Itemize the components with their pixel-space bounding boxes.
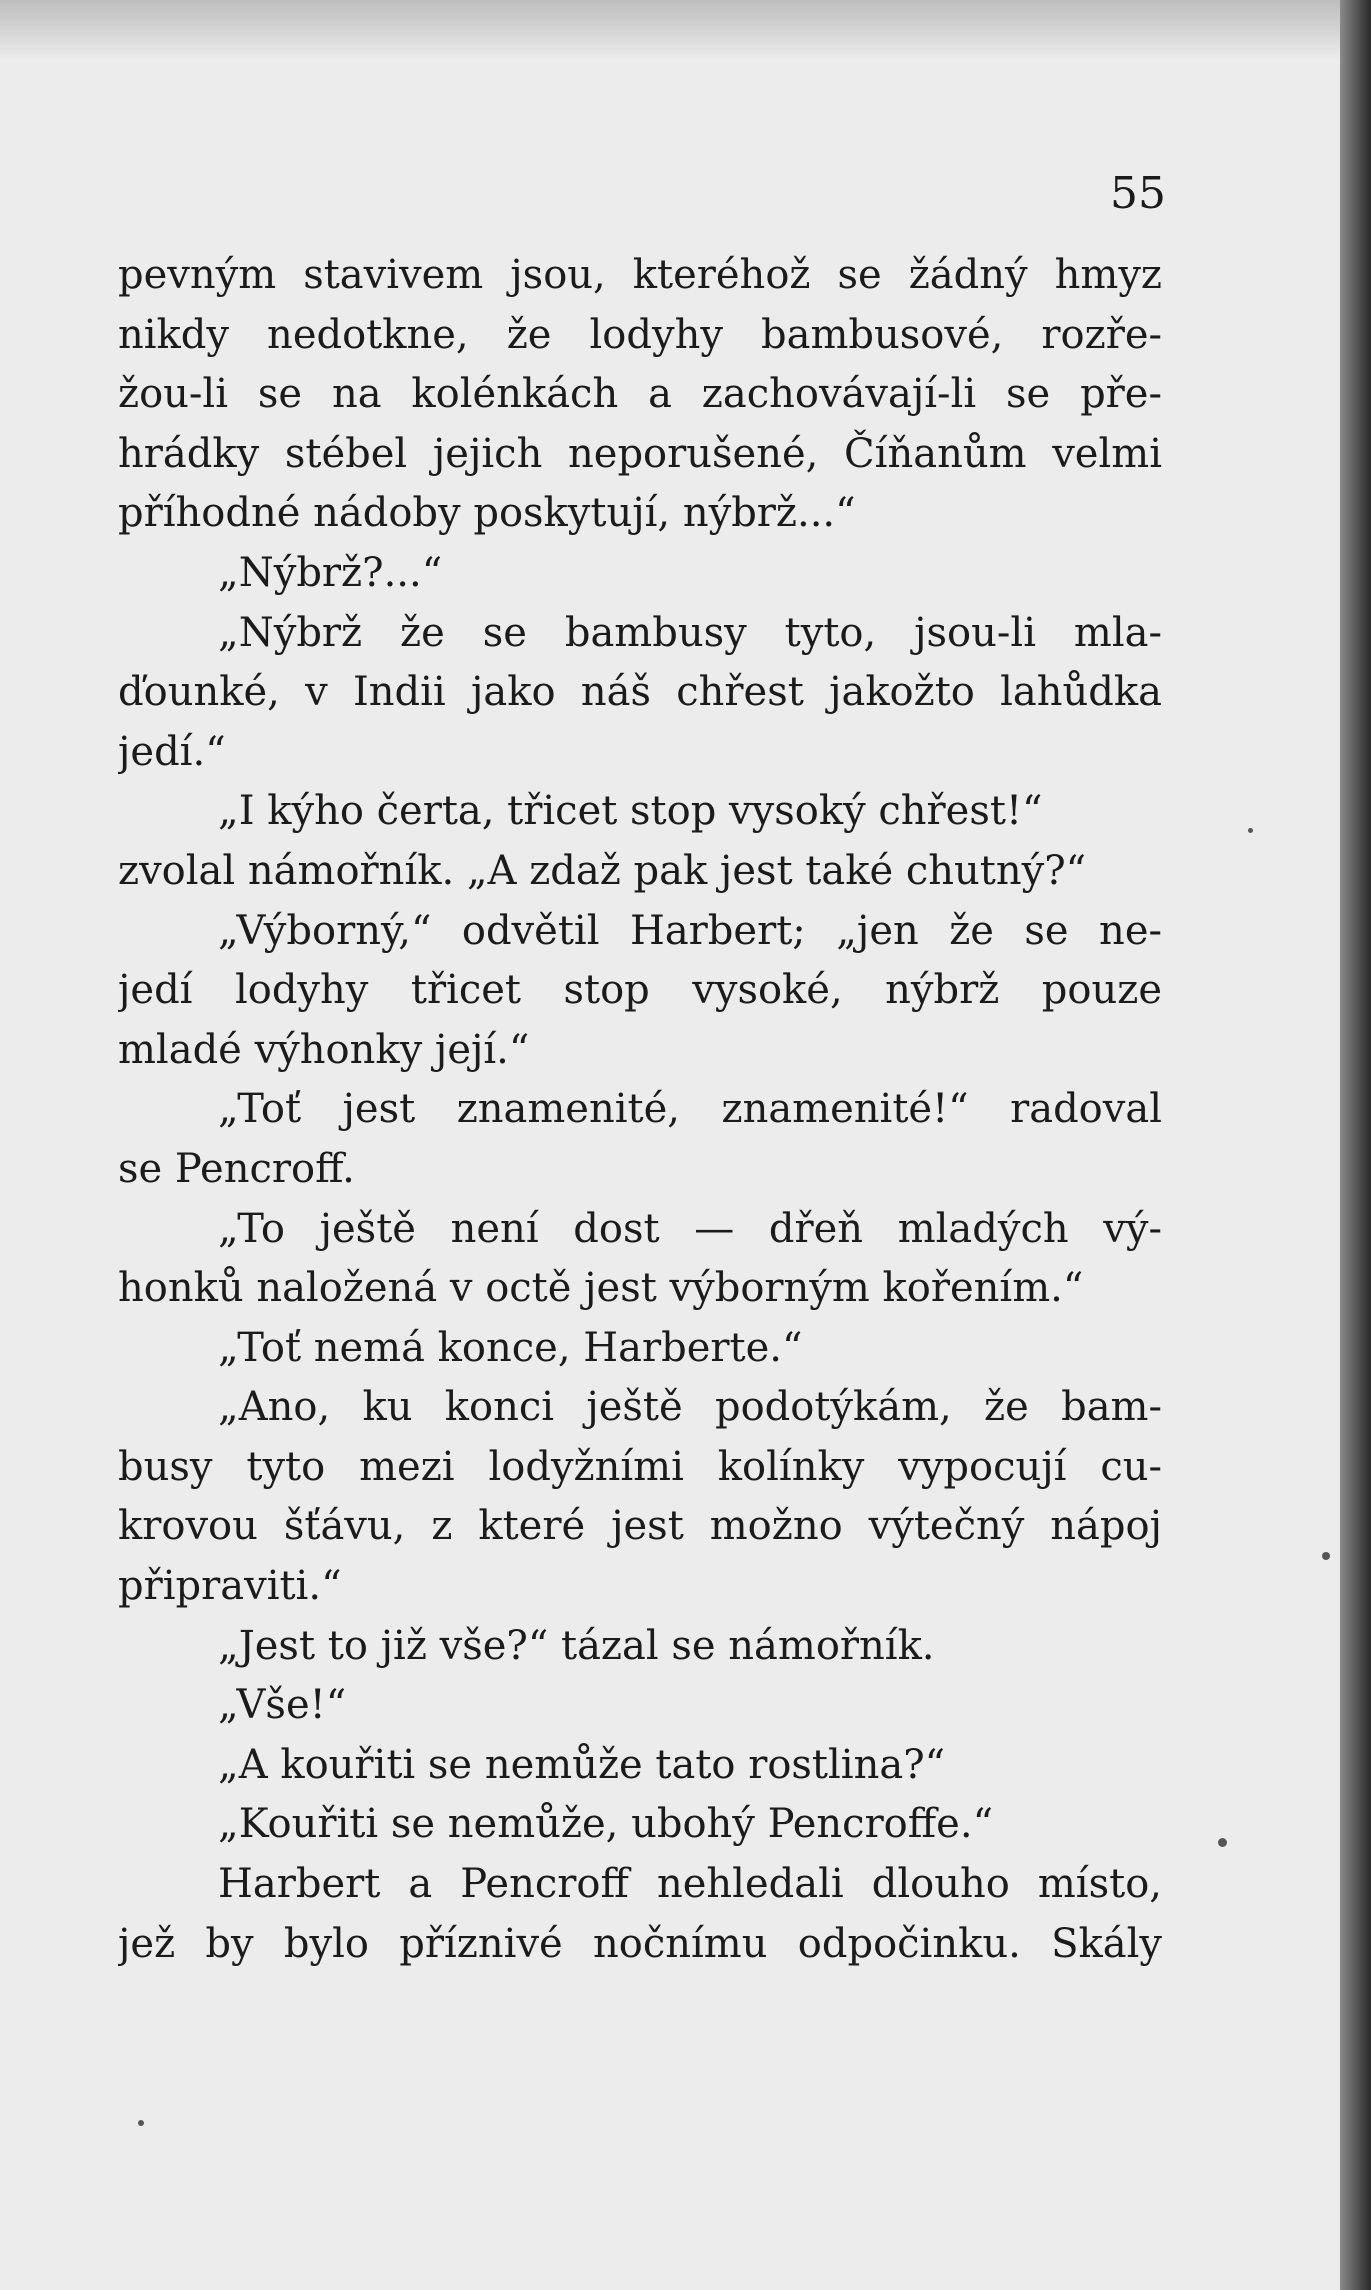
text-line-3: žou-li se na kolénkách a zachovávají-li se pře-: [118, 371, 1162, 418]
text-line-29: jež by bylo příznivé nočnímu odpočinku. Skály: [118, 1920, 1162, 1967]
text-line-16: se Pencroff.: [118, 1145, 355, 1192]
text-line-24: „Jest to již vše?“ tázal se námořník.: [218, 1622, 935, 1669]
text-line-6: „Nýbrž?...“: [218, 549, 443, 596]
text-line-10: „I kýho čerta, třicet stop vysoký chřest!“: [218, 788, 1043, 835]
text-line-2: nikdy nedotkne, že lodyhy bambusové, rozře-: [118, 311, 1162, 358]
text-line-20: „Ano, ku konci ještě podotýkám, že bam-: [218, 1384, 1162, 1431]
text-line-5: příhodné nádoby poskytují, nýbrž...“: [118, 490, 856, 537]
text-line-13: jedí lodyhy třicet stop vysoké, nýbrž pouze: [118, 967, 1162, 1014]
text-line-27: „Kouřiti se nemůže, ubohý Pencroffe.“: [218, 1801, 994, 1848]
text-line-15: „Toť jest znamenité, znamenité!“ radoval: [218, 1086, 1162, 1133]
text-line-19: „Toť nemá konce, Harberte.“: [218, 1324, 803, 1371]
text-line-28: Harbert a Pencroff nehledali dlouho místo,: [218, 1861, 1162, 1908]
text-line-14: mladé výhonky její.“: [118, 1026, 530, 1073]
text-line-8: ďounké, v Indii jako náš chřest jakožto lahůdka: [118, 669, 1162, 716]
body-text: [118, 246, 1162, 1974]
page-edge: [1340, 0, 1371, 2290]
text-line-1: pevným stavivem jsou, kteréhož se žádný hmyz: [118, 252, 1162, 298]
text-line-17: „To ještě není dost — dřeň mladých vý-: [218, 1205, 1162, 1252]
text-line-7: „Nýbrž že se bambusy tyto, jsou-li mla-: [218, 609, 1162, 656]
text-line-4: hrádky stébel jejich neporušené, Číňanům velmi: [118, 430, 1162, 477]
print-speck: [1218, 1838, 1227, 1847]
text-line-26: „A kouřiti se nemůže tato rostlina?“: [218, 1741, 946, 1788]
print-speck: [1248, 828, 1253, 833]
text-line-12: „Výborný,“ odvětil Harbert; „jen že se ne-: [218, 907, 1162, 954]
text-line-11: zvolal námořník. „A zdaž pak jest také chutný?“: [118, 847, 1087, 894]
print-speck: [138, 2120, 144, 2126]
page-number: 55: [1110, 168, 1166, 219]
text-line-23: připraviti.“: [118, 1563, 342, 1610]
text-line-21: busy tyto mezi lodyžními kolínky vypocují cu-: [118, 1443, 1162, 1490]
print-speck: [1322, 1552, 1330, 1560]
text-line-25: „Vše!“: [218, 1682, 347, 1729]
text-line-22: krovou šťávu, z které jest možno výtečný nápoj: [118, 1503, 1162, 1550]
text-line-9: jedí.“: [118, 728, 226, 775]
text-line-18: honků naložená v octě jest výborným kořením.“: [118, 1265, 1084, 1312]
